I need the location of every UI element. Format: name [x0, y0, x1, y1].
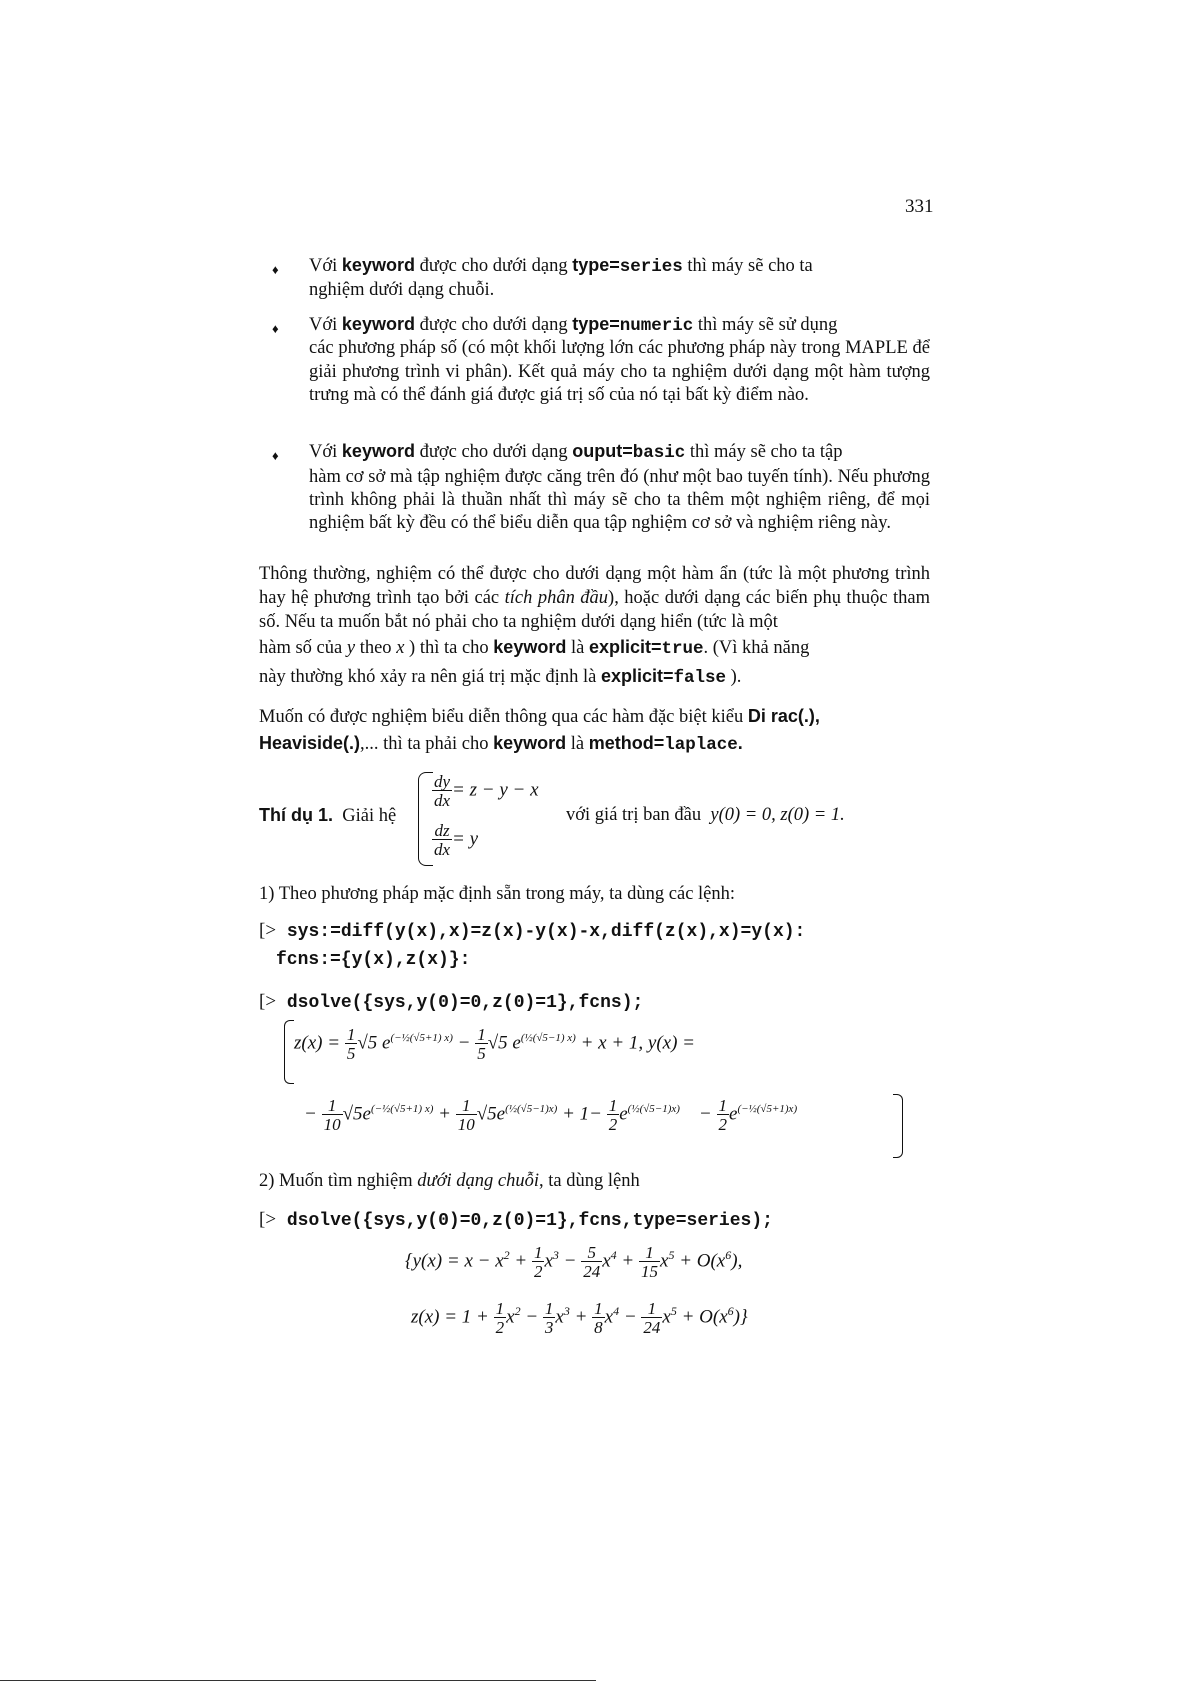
- paragraph-explicit-line-5: này thường khó xảy ra nên giá trị mặc định là explicit=false ).: [259, 666, 742, 688]
- bullet-1-line-2: nghiệm dưới dạng chuỗi.: [309, 280, 495, 300]
- paragraph-explicit-line-4: hàm số của y theo x ) thì ta cho keyword là explicit=true. (Vì khả năng: [259, 637, 810, 659]
- equation-2: $\frac{dz}{dx}$ = y: [434, 821, 479, 859]
- bullet-3-line-1: Với keyword được cho dưới dạng ouput=basic thì máy sẽ cho ta tập: [309, 441, 843, 463]
- footer-rule: [0, 1680, 596, 1681]
- bullet-icon: ♦: [272, 262, 279, 277]
- series-z-solution: z(x) = 1 + $\frac{1}{2}$ $x^2$ − $\frac{1}{3}$ $x^3$ + $\frac{1}{8}$ $x^4$ − $\frac{1}{24}$ $x^5 + O(x^6)$}: [411, 1299, 748, 1337]
- paragraph-explicit: Thông thường, nghiệm có thể được cho dưới dạng một hàm ẩn (tức là một phương trình hay hệ phương trình tạo bởi các tích phân đầu), hoặc dưới dạng các biến phụ thuộc tham số. Nếu ta muốn bắt nó phải cho ta nghiệm dưới dạng hiển (tức là một: [259, 564, 930, 632]
- output-z-solution: z(x) = $\frac{1}{5}$ √5 $e^{(-\frac{1}{2}(√5+1) x)}$ − $\frac{1}{5}$ √5 $e^{(\frac{1}{2}(√5-1) x)} + x + 1$, y(x) =: [294, 1025, 695, 1063]
- initial-conditions: với giá trị ban đầu y(0) = 0, z(0) = 1.: [566, 805, 845, 825]
- system-brace: [418, 772, 433, 866]
- equation-1: $\frac{dy}{dx}$ = z − y − x: [434, 772, 539, 810]
- bullet-icon: ♦: [272, 321, 279, 336]
- bullet-2-text: các phương pháp số (có một khối lượng lớn các phương pháp này trong MAPLE để giải phương trình vi phân). Kết quả máy cho ta nghiệm dưới dạng một hàm tượng trưng mà có thể đánh giá được giá trị số của nó tại bất kỳ điểm nào.: [309, 338, 930, 405]
- paragraph-laplace-line-2: Heaviside(.),... thì ta phải cho keyword là method=laplace.: [259, 733, 743, 755]
- paragraph-laplace-line-1: Muốn có được nghiệm biểu diễn thông qua các hàm đặc biệt kiểu Di rac(.),: [259, 706, 820, 727]
- maple-input-1: [> sys:=diff(y(x),x)=z(x)-y(x)-x,diff(z(x),x)=y(x):: [259, 920, 806, 942]
- bullet-3-text: hàm cơ sở mà tập nghiệm được căng trên đó (như một bao tuyến tính). Nếu phương trình không phải là thuần nhất thì máy sẽ cho ta thêm một nghiệm riêng, để mọi nghiệm bất kỳ đều có thể biểu diễn qua tập nghiệm cơ sở và nghiệm riêng này.: [309, 467, 930, 533]
- output-y-solution: − $\frac{1}{10}$ $√5e^{(-\frac{1}{2}(√5+1) x)}$ + $\frac{1}{10}$ $√5e^{(\frac{1}{2}(√5-1)x)} + 1-$ $\frac{1}{2}$ $e^{(\frac{1}{2}(√5-1)x)}$ − $\frac{1}{2}$ $e^{(-\frac{1}{2}(√5+1)x)}$: [304, 1096, 798, 1134]
- output-left-brace: [284, 1020, 294, 1084]
- example-label: Thí dụ 1. Giải hệ: [259, 805, 397, 826]
- maple-input-2: [> dsolve({sys,y(0)=0,z(0)=1},fcns);: [259, 991, 644, 1013]
- maple-input-1-line-2: fcns:={y(x),z(x)}:: [276, 950, 471, 970]
- maple-input-3: [> dsolve({sys,y(0)=0,z(0)=1},fcns,type=series);: [259, 1209, 773, 1231]
- output-right-brace: [893, 1094, 903, 1158]
- series-y-solution: {$y(x) = x - x^2$ + $\frac{1}{2}$ $x^3$ − $\frac{5}{24}$ $x^4$ + $\frac{1}{15}$ $x^5 + O(x^6)$,: [405, 1243, 743, 1281]
- page-number: 331: [905, 196, 934, 217]
- bullet-icon: ♦: [272, 448, 279, 463]
- bullet-2-line-1: Với keyword được cho dưới dạng type=numeric thì máy sẽ sử dụng: [309, 314, 838, 336]
- step-1-text: 1) Theo phương pháp mặc định sẵn trong máy, ta dùng các lệnh:: [259, 884, 736, 904]
- step-2-text: 2) Muốn tìm nghiệm dưới dạng chuỗi, ta dùng lệnh: [259, 1171, 640, 1191]
- bullet-1-line-1: Với keyword được cho dưới dạng type=series thì máy sẽ cho ta: [309, 255, 813, 277]
